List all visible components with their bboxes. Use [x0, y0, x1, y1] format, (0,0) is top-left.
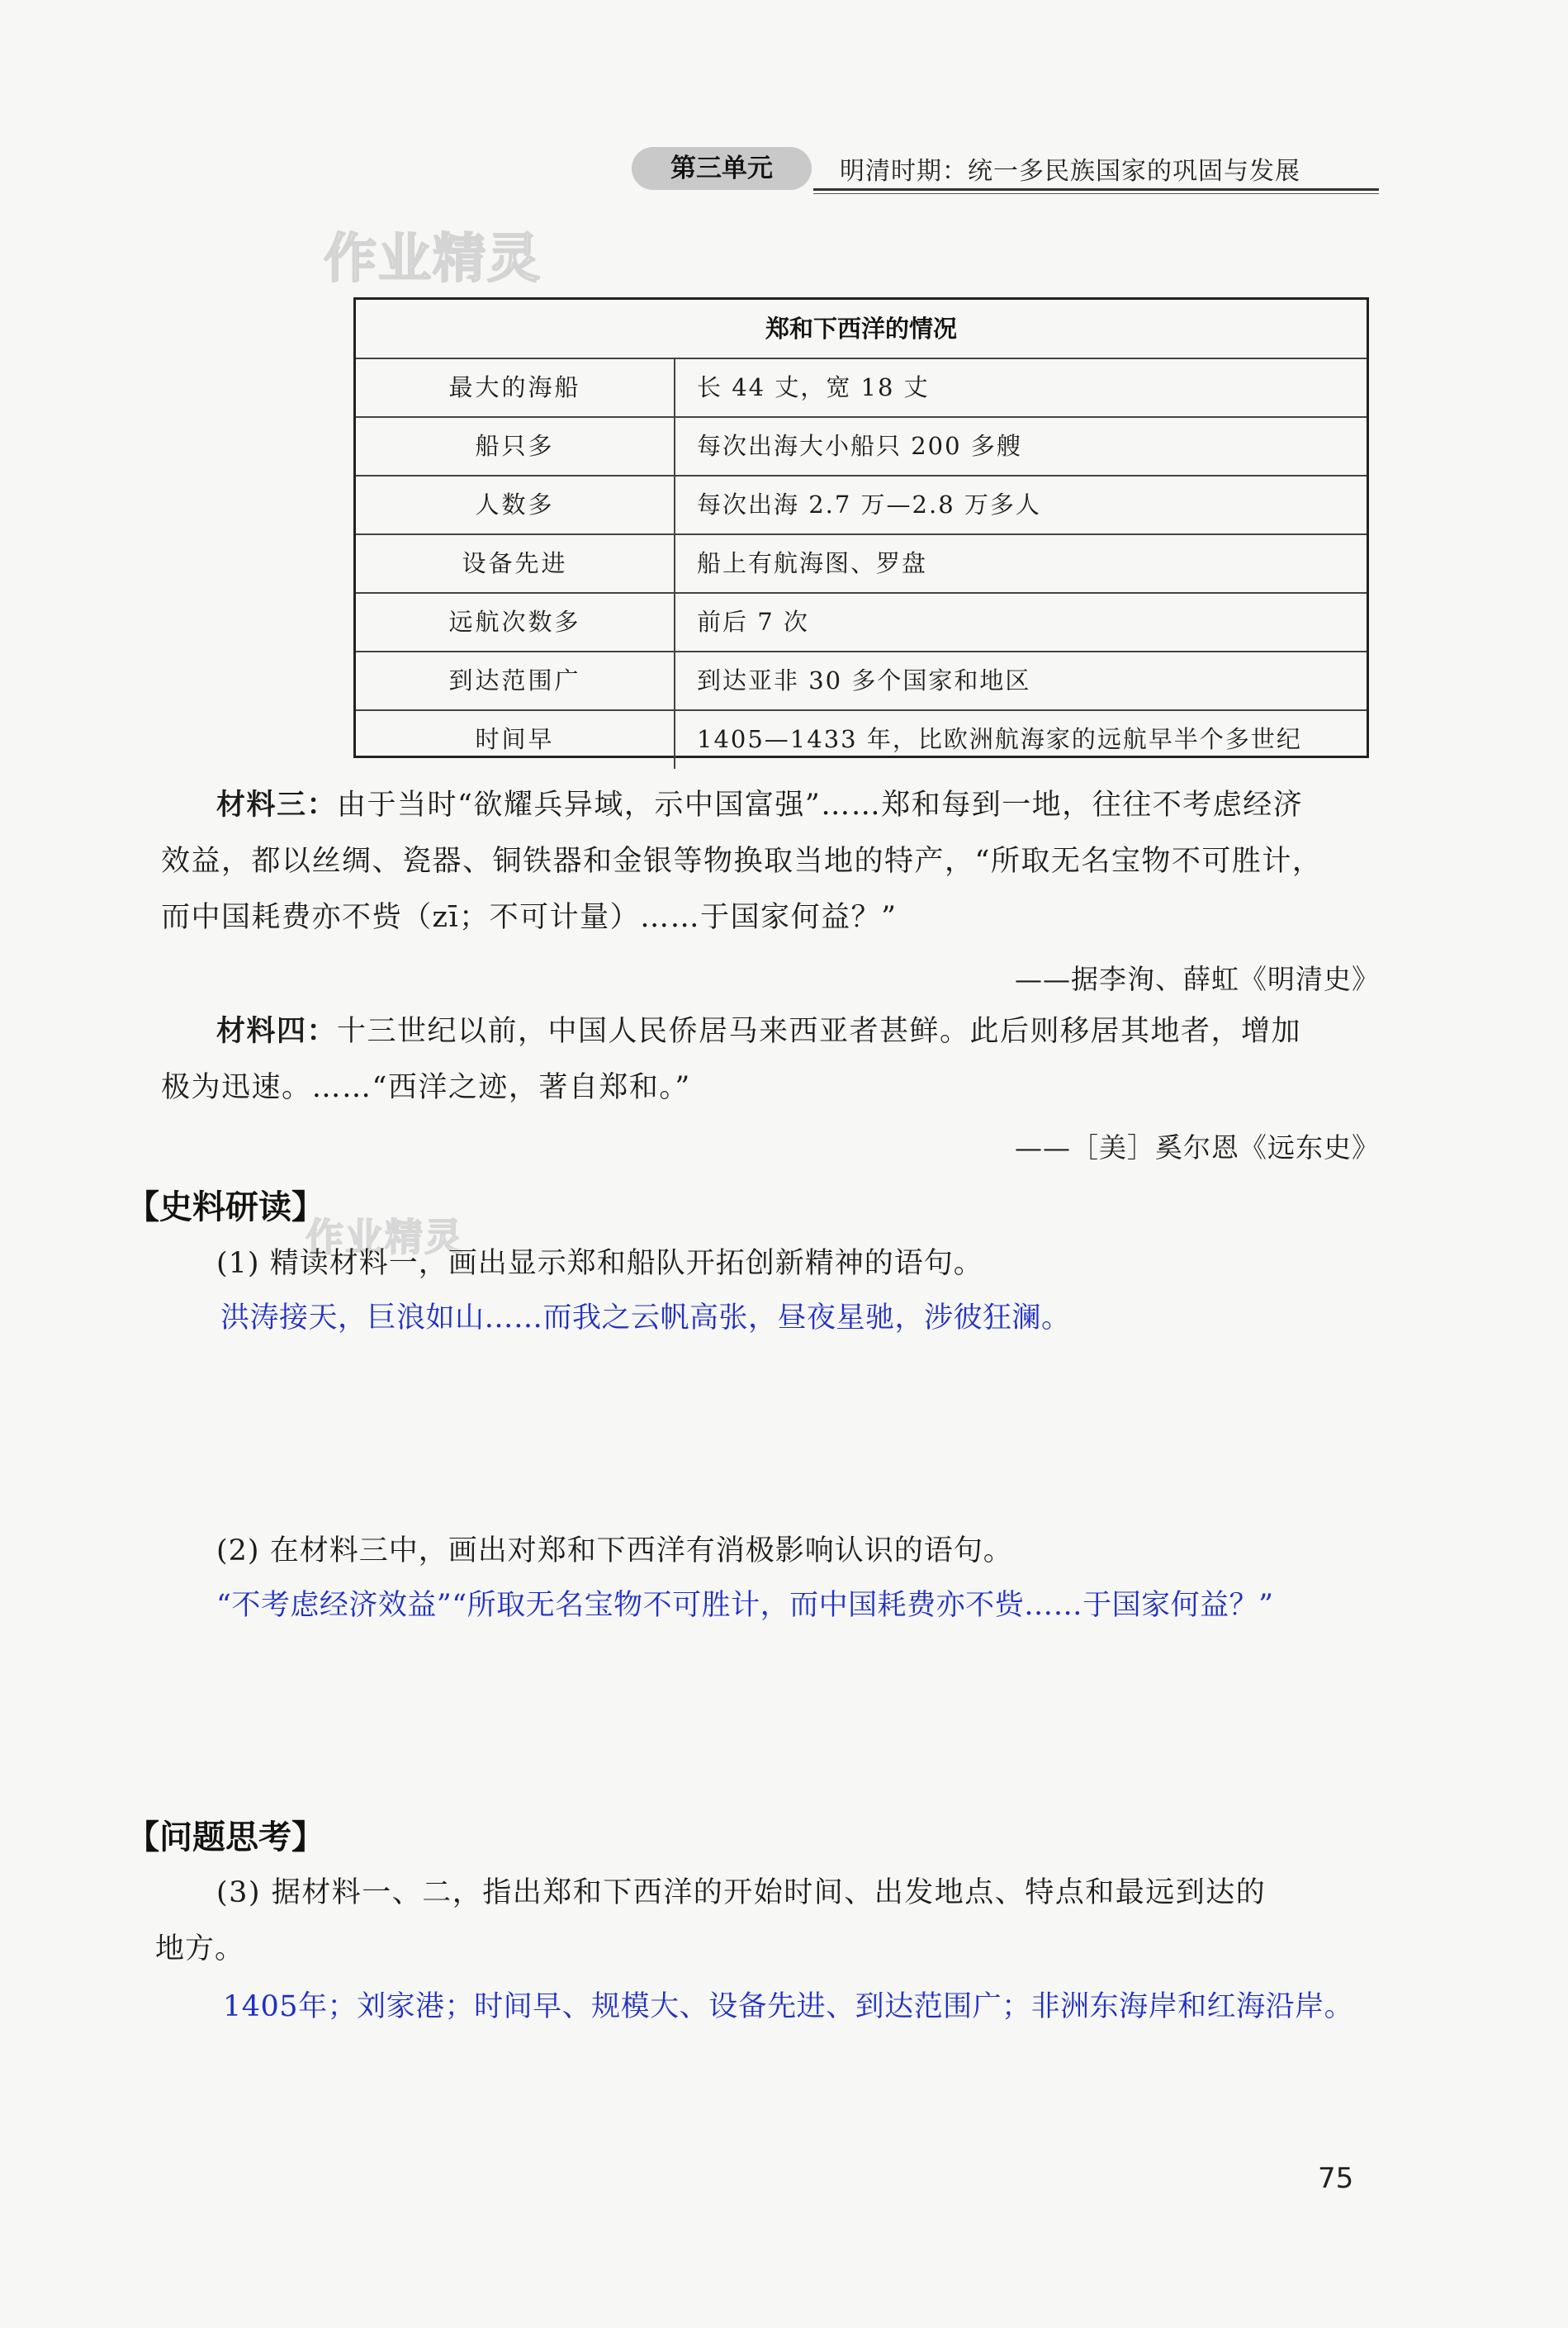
section-title-reading: 【史料研读】 — [126, 1188, 324, 1226]
header-title: 明清时期：统一多民族国家的巩固与发展 — [840, 157, 1300, 186]
table-row — [356, 652, 1367, 711]
row-label: 人数多 — [356, 477, 675, 533]
material4-text: 十三世纪以前，中国人民侨居马来西亚者甚鲜。此后则移居其地者，增加 — [337, 1015, 1302, 1048]
row-value: 船上有航海图、罗盘 — [697, 549, 928, 577]
material3-line3: 而中国耗费亦不赀（zī；不可计量）……于国家何益？” — [161, 901, 898, 934]
watermark-logo-small: 作业精灵 — [306, 1215, 464, 1259]
unit-badge: 第三单元 — [632, 147, 812, 190]
watermark-logo: 作业精灵 — [324, 229, 542, 290]
section-title-thinking: 【问题思考】 — [126, 1818, 324, 1856]
row-label: 船只多 — [356, 418, 675, 475]
voyage-table — [353, 297, 1369, 758]
header-rule-thin — [813, 193, 1379, 194]
row-value: 到达亚非 30 多个国家和地区 — [697, 666, 1031, 695]
row-value: 长 44 丈，宽 18 丈 — [697, 373, 930, 401]
material3-source: ——据李洵、薛虹《明清史》 — [1015, 963, 1380, 995]
row-label: 最大的海船 — [356, 359, 675, 416]
table-title: 郑和下西洋的情况 — [356, 300, 1367, 359]
answer-1: 洪涛接天，巨浪如山……而我之云帆高张，昼夜星驰，涉彼狂澜。 — [220, 1301, 1071, 1335]
table-row — [356, 594, 1367, 652]
table-row — [356, 535, 1367, 594]
material3-label: 材料三： — [216, 789, 338, 822]
header-rule — [813, 188, 1379, 191]
question-3-line2: 地方。 — [155, 1932, 245, 1965]
page-number: 75 — [1318, 2162, 1354, 2195]
answer-2: “不考虑经济效益”“所取无名宝物不可胜计，而中国耗费亦不赀……于国家何益？” — [216, 1589, 1274, 1622]
material4-line1 — [216, 1004, 1301, 1059]
row-label: 时间早 — [356, 711, 675, 769]
table-row — [356, 711, 1367, 769]
question-1: (1) 精读材料一，画出显示郑和船队开拓创新精神的语句。 — [216, 1247, 983, 1280]
material3-text: 由于当时“欲耀兵异域，示中国富强”……郑和每到一地，往往不考虑经济 — [337, 789, 1304, 822]
row-value: 1405—1433 年，比欧洲航海家的远航早半个多世纪 — [697, 725, 1302, 753]
answer-3: 1405年；刘家港；时间早、规模大、设备先进、到达范围广；非洲东海岸和红海沿岸。 — [223, 1990, 1354, 2023]
row-label: 设备先进 — [356, 535, 675, 592]
table-row — [356, 418, 1367, 477]
table-row — [356, 359, 1367, 418]
row-label: 远航次数多 — [356, 594, 675, 651]
page-header — [632, 147, 1379, 197]
material4-source: ——［美］奚尔恩《远东史》 — [1015, 1131, 1380, 1164]
material4-line2: 极为迅速。……“西洋之迹，著自郑和。” — [161, 1071, 691, 1104]
question-3-line1: (3) 据材料一、二，指出郑和下西洋的开始时间、出发地点、特点和最远到达的 — [216, 1876, 1267, 1909]
material4-label: 材料四： — [216, 1015, 338, 1048]
table-row — [356, 477, 1367, 535]
material3-line2: 效益，都以丝绸、瓷器、铜铁器和金银等物换取当地的特产，“所取无名宝物不可胜计， — [161, 845, 1323, 878]
question-2: (2) 在材料三中，画出对郑和下西洋有消极影响认识的语句。 — [216, 1534, 1013, 1567]
row-value: 每次出海大小船只 200 多艘 — [697, 432, 1022, 460]
row-label: 到达范围广 — [356, 652, 675, 709]
row-value: 每次出海 2.7 万—2.8 万多人 — [697, 491, 1041, 519]
row-value: 前后 7 次 — [697, 608, 809, 636]
material3-line1 — [216, 778, 1303, 832]
